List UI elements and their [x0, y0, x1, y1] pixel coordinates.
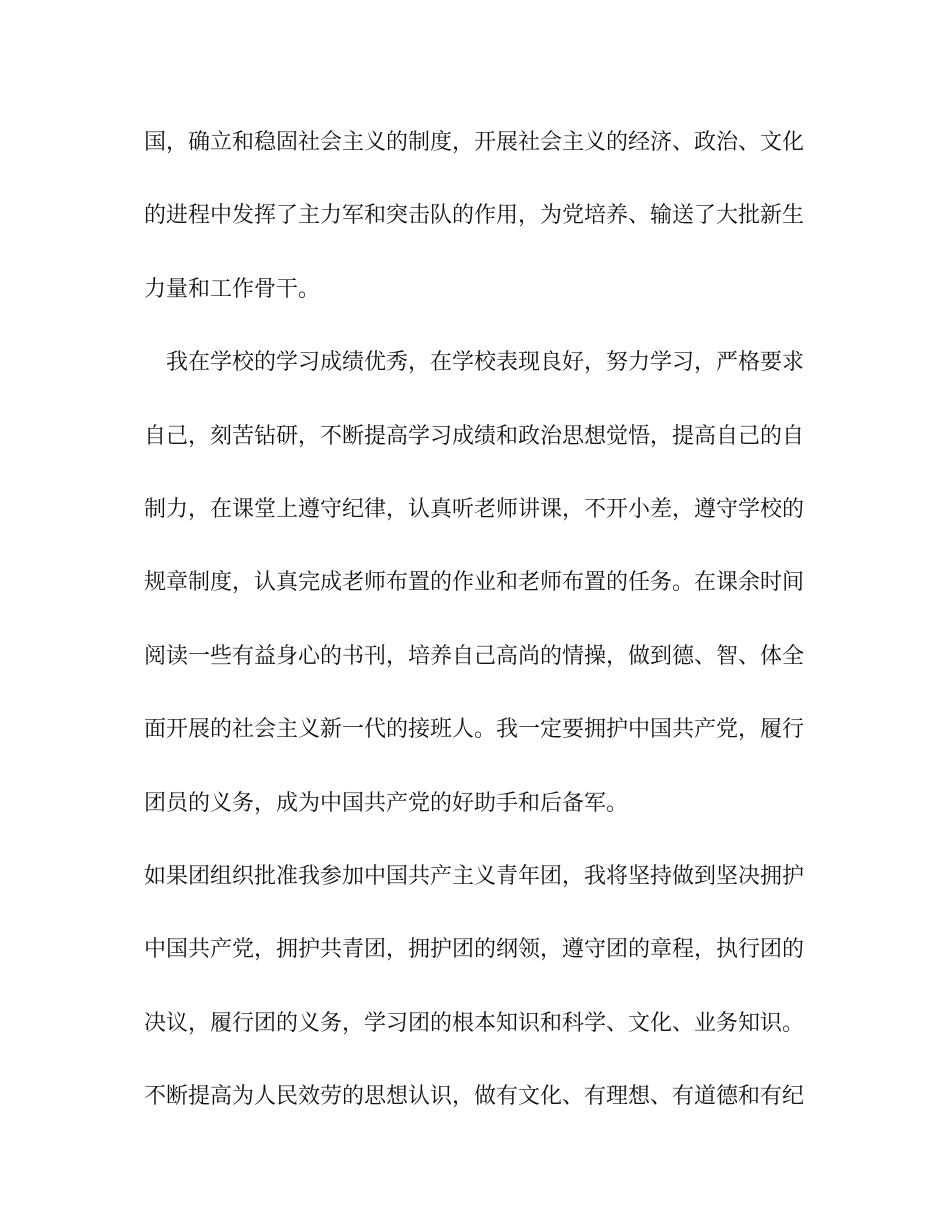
text-line: 自己，刻苦钻研，不断提高学习成绩和政治思想觉悟，提高自己的自 — [144, 424, 804, 449]
text-line: 不断提高为人民效劳的思想认识，做有文化、有理想、有道德和有纪 — [144, 1084, 804, 1109]
text-line: 中国共产党，拥护共青团，拥护团的纲领，遵守团的章程，执行团的 — [144, 937, 804, 962]
text-line: 国，确立和稳固社会主义的制度，开展社会主义的经济、政治、文化 — [144, 130, 804, 155]
text-line: 我在学校的学习成绩优秀，在学校表现良好，努力学习，严格要求 — [166, 350, 804, 375]
text-line: 阅读一些有益身心的书刊，培养自己高尚的情操，做到德、智、体全 — [144, 644, 804, 669]
text-line: 力量和工作骨干。 — [144, 277, 321, 302]
text-line: 的进程中发挥了主力军和突击队的作用，为党培养、输送了大批新生 — [144, 203, 804, 228]
text-line: 面开展的社会主义新一代的接班人。我一定要拥护中国共产党，履行 — [144, 717, 804, 742]
text-line: 制力，在课堂上遵守纪律，认真听老师讲课，不开小差，遵守学校的 — [144, 497, 804, 522]
text-line: 决议，履行团的义务，学习团的根本知识和科学、文化、业务知识。 — [144, 1011, 804, 1036]
text-line: 团员的义务，成为中国共产党的好助手和后备军。 — [144, 791, 629, 816]
text-line: 规章制度，认真完成老师布置的作业和老师布置的任务。在课余时间 — [144, 570, 804, 595]
text-line: 如果团组织批准我参加中国共产主义青年团，我将坚持做到坚决拥护 — [144, 864, 804, 889]
